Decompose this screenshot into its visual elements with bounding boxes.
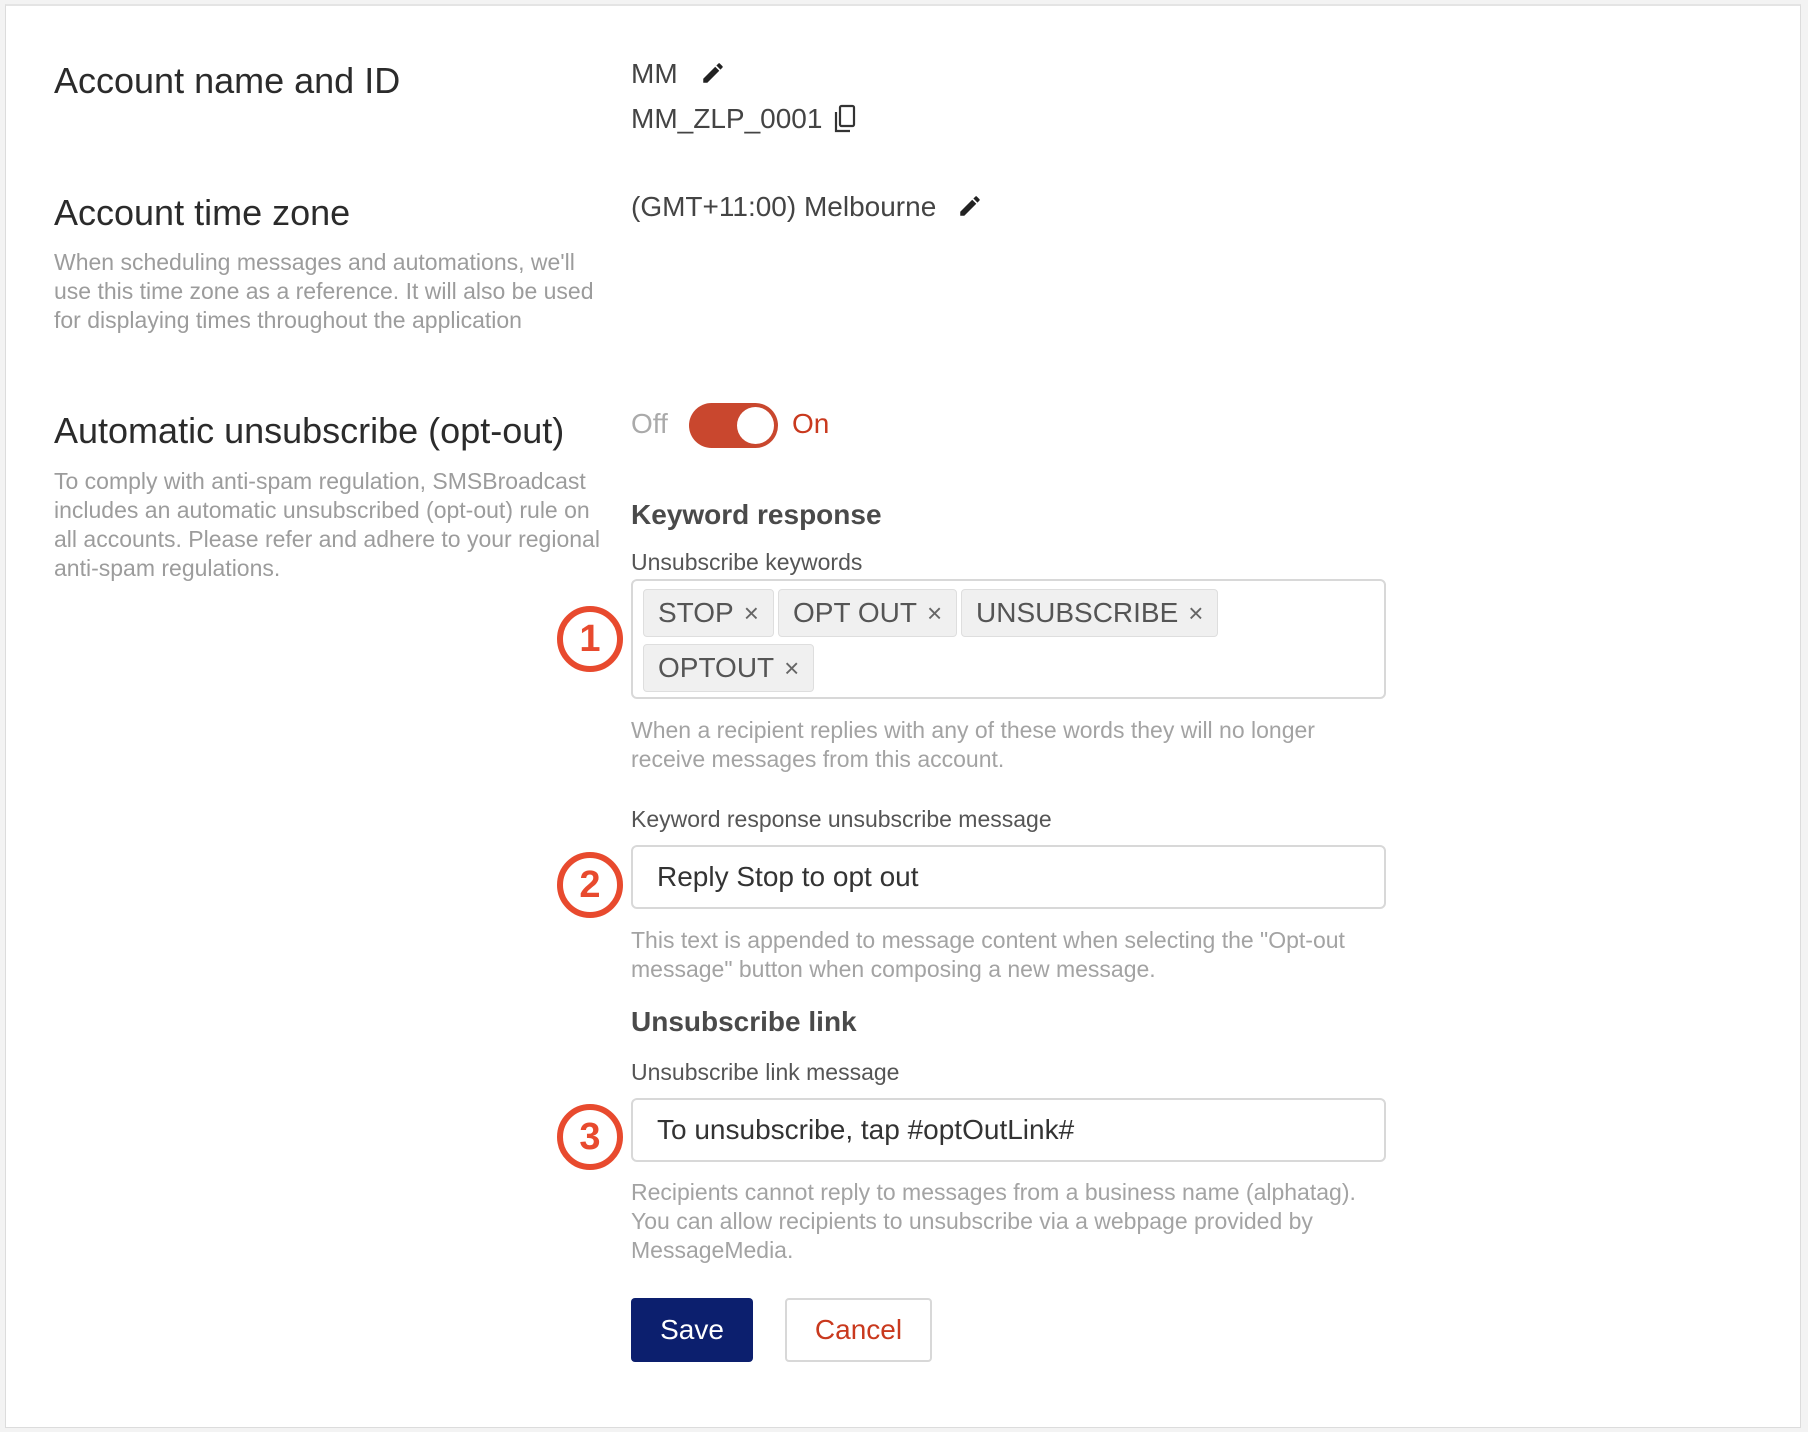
account-name-title: Account name and ID: [54, 60, 401, 101]
remove-keyword-close-icon[interactable]: ×: [743, 597, 759, 628]
save-button[interactable]: Save: [631, 1298, 753, 1362]
account-id-value: MM_ZLP_0001: [631, 103, 823, 134]
keywords-tag-input[interactable]: [631, 579, 1386, 699]
toggle-off-label: Off: [631, 408, 668, 439]
keyword-tag-label: UNSUBSCRIBE: [976, 597, 1179, 628]
unsubscribe-link-message-input[interactable]: [631, 1098, 1386, 1162]
unsubscribe-link-message-label: Unsubscribe link message: [631, 1059, 900, 1085]
optout-description: To comply with anti-spam regulation, SMSBroadcast includes an automatic unsubscribed (opt-out) rule on all accounts. Please refer and adhere to your regional anti-spam regulations.: [54, 468, 600, 581]
keyword-tag: [643, 589, 774, 637]
edit-timezone-pencil-icon[interactable]: [957, 193, 983, 224]
remove-keyword-close-icon[interactable]: ×: [784, 652, 800, 683]
keyword-message-label: Keyword response unsubscribe message: [631, 806, 1052, 832]
keyword-message-value: Reply Stop to opt out: [657, 861, 919, 892]
copy-id-icon[interactable]: [833, 104, 857, 139]
account-name-value: MM: [631, 58, 678, 89]
keyword-message-input[interactable]: [631, 845, 1386, 909]
optout-title: Automatic unsubscribe (opt-out): [54, 410, 565, 451]
remove-keyword-close-icon[interactable]: ×: [926, 597, 943, 628]
keyword-tag-label: OPTOUT: [658, 652, 775, 683]
keyword-tag: [778, 589, 957, 637]
callout-badge-3: 3: [557, 1104, 623, 1170]
toggle-on-label: On: [792, 408, 830, 439]
unsubscribe-link-help-text: Recipients cannot reply to messages from a business name (alphatag). You can allow recipients to unsubscribe via a webpage provided by MessageMedia.: [631, 1179, 1356, 1263]
unsubscribe-link-heading: Unsubscribe link: [631, 1006, 857, 1037]
callout-badge-1: 1: [557, 606, 623, 672]
unsubscribe-link-message-value: To unsubscribe, tap #optOutLink#: [657, 1114, 1075, 1145]
keywords-help-text: When a recipient replies with any of these words they will no longer receive messages from this account.: [631, 717, 1315, 772]
optout-toggle[interactable]: [689, 403, 778, 448]
keyword-tag-label: STOP: [658, 597, 734, 628]
keyword-tag: [961, 589, 1218, 637]
keyword-message-help-text: This text is appended to message content when selecting the "Opt-out message" button when composing a new message.: [631, 927, 1345, 982]
keyword-tag: [643, 644, 814, 692]
timezone-value: (GMT+11:00) Melbourne: [631, 191, 937, 222]
callout-badge-2: 2: [557, 852, 623, 918]
timezone-description: When scheduling messages and automations, we'll use this time zone as a reference. It will also be used for displaying times throughout the application: [54, 249, 594, 333]
cancel-button[interactable]: Cancel: [785, 1298, 932, 1362]
unsubscribe-keywords-label: Unsubscribe keywords: [631, 549, 863, 575]
toggle-knob: [737, 407, 774, 444]
timezone-title: Account time zone: [54, 192, 351, 233]
edit-name-pencil-icon[interactable]: [700, 60, 726, 91]
keyword-response-heading: Keyword response: [631, 499, 882, 530]
keyword-tag-label: OPT OUT: [793, 597, 917, 628]
remove-keyword-close-icon[interactable]: ×: [1188, 597, 1204, 628]
